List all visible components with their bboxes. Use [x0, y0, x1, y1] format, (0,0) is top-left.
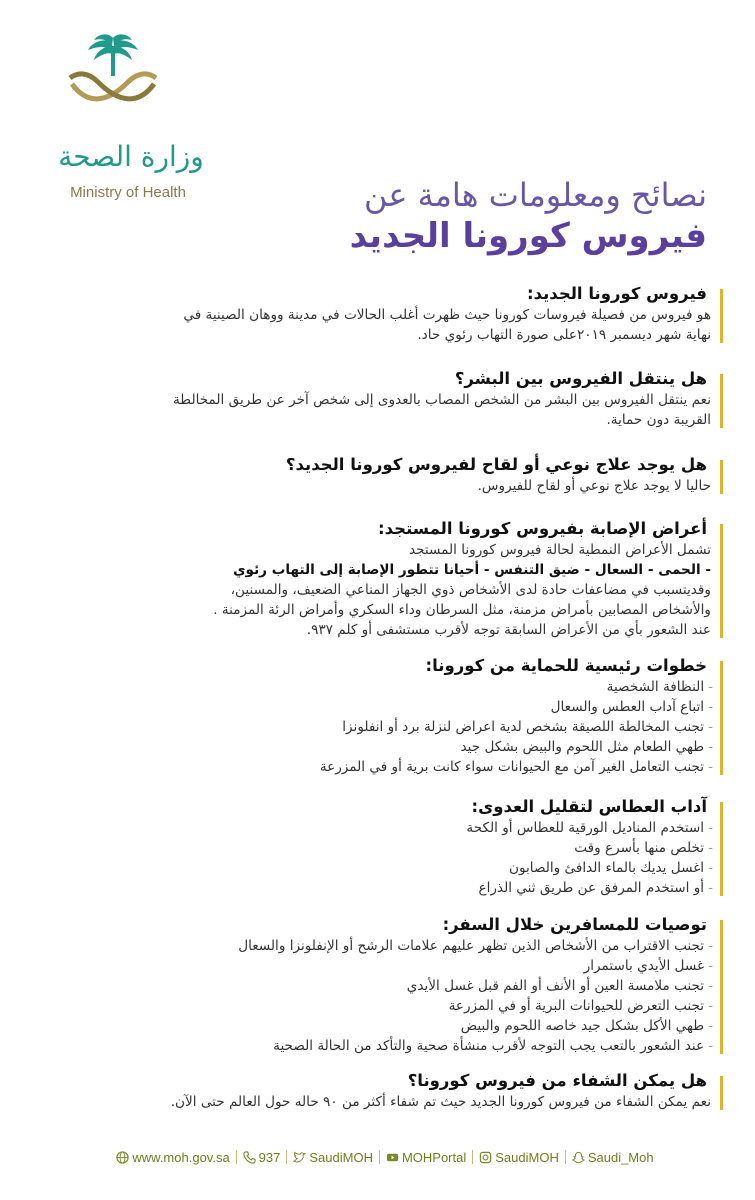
page-subtitle: نصائح ومعلومات هامة عن	[363, 176, 707, 214]
section-about-virus	[33, 283, 713, 345]
footer-website[interactable]	[110, 1150, 235, 1165]
logo-arabic-name: وزارة الصحة	[58, 140, 204, 173]
section-title: هل يوجد علاج نوعي أو لقاح لفيروس كورونا الجديد؟	[285, 455, 707, 474]
section-symptoms	[33, 518, 713, 640]
list-item: -تجنب الاقتراب من الأشخاص الذين تظهر عليهم علامات الرشح أو الإنفلونزا والسعال	[238, 938, 713, 954]
section-text: والأشخاص المصابين بأمراض مزمنة، مثل السرطان وداء السكري وأمراض الرئة المزمنة .	[213, 602, 711, 618]
section-title: آداب العطاس لتقليل العدوى:	[471, 797, 707, 816]
list-item: -تجنب ملامسة العين أو الأنف أو الفم قبل غسل الأيدي	[406, 978, 713, 994]
accent-bar	[720, 460, 723, 494]
list-item: -طهي الطعام مثل اللحوم والبيض بشكل جيد	[460, 739, 713, 755]
phone-icon	[243, 1151, 256, 1164]
section-title: فيروس كورونا الجديد:	[526, 284, 707, 303]
twitter-icon	[293, 1151, 306, 1164]
section-text: حاليا لا يوجد علاج نوعي أو لقاح للفيروس.	[477, 478, 711, 494]
website-link[interactable]: www.moh.gov.sa	[132, 1149, 230, 1165]
page-title: فيروس كورونا الجديد	[349, 216, 707, 256]
list-item: -النظافة الشخصية	[606, 679, 713, 695]
globe-icon	[116, 1151, 129, 1164]
footer-youtube[interactable]	[380, 1150, 472, 1165]
instagram-handle[interactable]: SaudiMOH	[495, 1149, 559, 1165]
symptoms-list: - الحمى - السعال - ضيق التنفس - أحيانا تتطور الإصابة إلى التهاب رئوي	[233, 562, 711, 578]
accent-bar	[720, 802, 723, 896]
section-traveler-tips	[33, 914, 713, 1056]
list-item: -اتباع آداب العطس والسعال	[550, 699, 713, 715]
footer-phone[interactable]	[237, 1150, 287, 1165]
list-item: -اغسل يديك بالماء الدافئ والصابون	[509, 860, 713, 876]
snapchat-icon	[572, 1151, 585, 1164]
list-item: -تجنب التعرض للحيوانات البرية أو في المزرعة	[448, 998, 713, 1014]
instagram-icon	[479, 1151, 492, 1164]
section-text: عند الشعور بأي من الأعراض السابقة توجه لأقرب مستشفى أو كلم ٩٣٧.	[306, 622, 711, 638]
youtube-icon	[386, 1151, 399, 1164]
section-text: نعم يمكن الشفاء من فيروس كورونا الجديد حيث تم شفاء أكثر من ٩٠ حاله حول العالم حتى الآن.	[170, 1094, 711, 1110]
accent-bar	[720, 661, 723, 775]
section-text: هو فيروس من فصيلة فيروسات كورونا حيث ظهرت أغلب الحالات في مدينة ووهان الصينية في	[183, 307, 711, 323]
list-item: -تجنب المخالطة اللصيقة بشخص لدية اعراض لنزلة برد أو انفلونزا	[342, 719, 713, 735]
section-recovery	[33, 1070, 713, 1112]
list-item: -غسل الأيدي باستمرار	[583, 958, 713, 974]
section-sneeze-etiquette	[33, 796, 713, 898]
section-treatment	[33, 454, 713, 496]
phone-number[interactable]: 937	[258, 1149, 281, 1165]
snapchat-handle[interactable]: Saudi_Moh	[587, 1149, 654, 1165]
list-item: -استخدم المناديل الورقية للعطاس أو الكحة	[466, 820, 713, 836]
section-text: القريبة دون حماية.	[606, 412, 711, 428]
section-text: نعم ينتقل الفيروس بين البشر من الشخص المصاب بالعدوى إلى شخص آخر عن طريق المخالطة	[173, 392, 711, 408]
section-title: أعراض الإصابة بفيروس كورونا المستجد:	[378, 519, 707, 538]
youtube-channel[interactable]: MOHPortal	[401, 1149, 467, 1165]
accent-bar	[720, 289, 723, 343]
accent-bar	[720, 524, 723, 638]
section-text: وقديتسبب في مضاعفات حادة لدى الأشخاص ذوي الجهاز المناعي الضعيف، والمسنين،	[230, 582, 711, 598]
accent-bar	[720, 374, 723, 428]
contact-footer	[95, 1144, 675, 1170]
list-item: -عند الشعور بالتعب يجب التوجه لأقرب منشأة صحية والتأكد من الحالة الصحية	[273, 1038, 713, 1054]
list-item: -تخلص منها بأسرع وقت	[574, 840, 713, 856]
accent-bar	[720, 920, 723, 1054]
footer-instagram[interactable]	[473, 1150, 565, 1165]
footer-twitter[interactable]	[287, 1150, 379, 1165]
logo-english-name: Ministry of Health	[70, 184, 186, 201]
section-title: هل ينتقل الفيروس بين البشر؟	[454, 369, 707, 388]
footer-snapchat[interactable]	[566, 1150, 660, 1165]
section-title: هل يمكن الشفاء من فيروس كورونا؟	[407, 1071, 707, 1090]
list-item: -أو استخدم المرفق عن طريق ثني الذراع	[478, 880, 713, 896]
twitter-handle[interactable]: SaudiMOH	[309, 1149, 373, 1165]
section-text: نهاية شهر ديسمبر ٢٠١٩على صورة التهاب رئوي حاد.	[417, 327, 711, 343]
section-text: تشمل الأعراض النمطية لحالة فيروس كورونا المستجد	[409, 542, 711, 558]
section-title: توصيات للمسافرين خلال السفر:	[442, 915, 707, 934]
section-protection-steps	[33, 655, 713, 777]
accent-bar	[720, 1076, 723, 1110]
list-item: -طهي الأكل بشكل جيد خاصه اللحوم والبيض	[460, 1018, 713, 1034]
section-title: خطوات رئيسية للحماية من كورونا:	[425, 656, 707, 675]
section-transmission	[33, 368, 713, 430]
list-item: -تجنب التعامل الغير آمن مع الحيوانات سواء كانت برية أو في المزرعة	[319, 759, 713, 775]
